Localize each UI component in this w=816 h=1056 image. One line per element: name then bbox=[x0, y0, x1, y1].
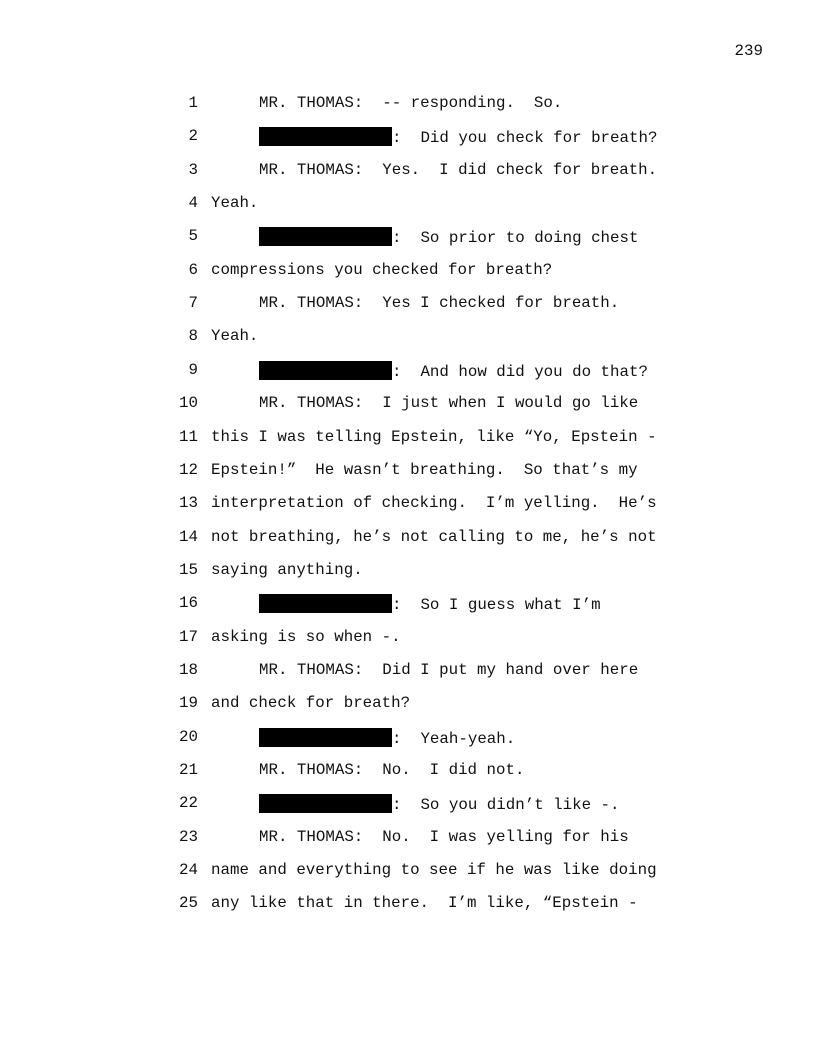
transcript-line bbox=[0, 557, 816, 590]
line-content: MR. THOMAS: Yes I checked for breath. bbox=[259, 294, 620, 313]
line-number: 3 bbox=[188, 160, 198, 179]
transcript-line bbox=[0, 223, 816, 256]
line-number: 25 bbox=[179, 894, 198, 913]
line-text bbox=[259, 394, 638, 412]
line-content: saying anything. bbox=[211, 560, 363, 579]
line-text bbox=[259, 761, 524, 779]
transcript-line bbox=[0, 857, 816, 890]
line-number: 9 bbox=[188, 360, 198, 379]
line-content: this I was telling Epstein, like “Yo, Epstein - bbox=[211, 427, 657, 446]
line-text bbox=[211, 494, 657, 512]
line-number: 7 bbox=[188, 294, 198, 313]
transcript-line bbox=[0, 123, 816, 156]
transcript-line bbox=[0, 490, 816, 523]
redaction-bar bbox=[259, 794, 392, 813]
line-text bbox=[259, 127, 657, 147]
redaction-bar bbox=[259, 127, 392, 146]
line-content: Yeah. bbox=[211, 194, 259, 213]
transcript-line bbox=[0, 290, 816, 323]
redaction-bar bbox=[259, 227, 392, 246]
transcript-line bbox=[0, 590, 816, 623]
line-number: 24 bbox=[179, 861, 198, 880]
line-content: compressions you checked for breath? bbox=[211, 260, 553, 279]
line-text bbox=[259, 661, 638, 679]
line-number: 2 bbox=[188, 127, 198, 146]
transcript-line bbox=[0, 890, 816, 923]
line-text bbox=[211, 694, 410, 712]
line-content: Epstein!” He wasn’t breathing. So that’s my bbox=[211, 460, 638, 479]
line-content: name and everything to see if he was like doing bbox=[211, 861, 657, 880]
transcript-line bbox=[0, 457, 816, 490]
line-text bbox=[211, 628, 401, 646]
line-text bbox=[259, 594, 601, 614]
line-text bbox=[211, 428, 657, 446]
transcript-line bbox=[0, 657, 816, 690]
line-content: : And how did you do that? bbox=[392, 362, 648, 381]
line-text bbox=[259, 828, 629, 846]
line-text bbox=[259, 227, 638, 247]
line-number: 16 bbox=[179, 594, 198, 613]
line-text bbox=[259, 361, 648, 381]
transcript-line bbox=[0, 724, 816, 757]
line-text bbox=[211, 861, 657, 879]
line-content: : So prior to doing chest bbox=[392, 229, 639, 248]
line-number: 17 bbox=[179, 627, 198, 646]
line-content: interpretation of checking. I’m yelling. He’s bbox=[211, 494, 657, 513]
transcript-line bbox=[0, 757, 816, 790]
line-number: 23 bbox=[179, 827, 198, 846]
redaction-bar bbox=[259, 728, 392, 747]
line-number: 5 bbox=[188, 227, 198, 246]
line-number: 15 bbox=[179, 560, 198, 579]
line-number: 21 bbox=[179, 761, 198, 779]
transcript-line bbox=[0, 824, 816, 857]
line-number: 22 bbox=[179, 794, 198, 813]
line-content: : Yeah-yeah. bbox=[392, 729, 516, 748]
line-number: 4 bbox=[188, 194, 198, 213]
line-text bbox=[259, 294, 619, 312]
line-content: not breathing, he’s not calling to me, he’s not bbox=[211, 527, 657, 546]
page-number: 239 bbox=[734, 42, 763, 60]
line-number: 8 bbox=[188, 327, 198, 346]
line-content: any like that in there. I’m like, “Epstein - bbox=[211, 894, 638, 913]
line-text bbox=[259, 94, 562, 112]
line-number: 10 bbox=[179, 394, 198, 413]
line-content: MR. THOMAS: No. I was yelling for his bbox=[259, 827, 629, 846]
line-content: MR. THOMAS: No. I did not. bbox=[259, 761, 525, 779]
line-number: 12 bbox=[179, 460, 198, 479]
line-content: : So I guess what I’m bbox=[392, 596, 601, 615]
line-text bbox=[211, 194, 258, 212]
line-content: MR. THOMAS: Did I put my hand over here bbox=[259, 660, 639, 679]
line-content: asking is so when -. bbox=[211, 627, 401, 646]
redaction-bar bbox=[259, 594, 392, 613]
transcript-line bbox=[0, 190, 816, 223]
line-text bbox=[211, 561, 363, 579]
line-text bbox=[211, 894, 638, 912]
line-number: 13 bbox=[179, 494, 198, 513]
line-content: : Did you check for breath? bbox=[392, 129, 658, 148]
transcript-line bbox=[0, 690, 816, 723]
line-number: 18 bbox=[179, 660, 198, 679]
line-number: 20 bbox=[179, 727, 198, 746]
transcript-line bbox=[0, 790, 816, 823]
line-content: Yeah. bbox=[211, 327, 259, 346]
transcript-line bbox=[0, 524, 816, 557]
transcript-line bbox=[0, 357, 816, 390]
line-number: 1 bbox=[188, 94, 198, 112]
line-text bbox=[211, 327, 258, 345]
redaction-bar bbox=[259, 361, 392, 380]
line-content: MR. THOMAS: I just when I would go like bbox=[259, 394, 639, 413]
line-content: MR. THOMAS: -- responding. So. bbox=[259, 94, 563, 112]
line-text bbox=[211, 261, 552, 279]
line-text bbox=[259, 161, 657, 179]
line-text bbox=[259, 728, 515, 748]
transcript-line bbox=[0, 424, 816, 457]
line-number: 11 bbox=[179, 427, 198, 446]
line-number: 19 bbox=[179, 694, 198, 713]
transcript-line bbox=[0, 323, 816, 356]
line-content: and check for breath? bbox=[211, 694, 411, 713]
line-number: 14 bbox=[179, 527, 198, 546]
transcript-line bbox=[0, 90, 816, 123]
line-content: MR. THOMAS: Yes. I did check for breath. bbox=[259, 160, 658, 179]
line-text bbox=[211, 461, 638, 479]
line-content: : So you didn’t like -. bbox=[392, 796, 620, 815]
transcript-line bbox=[0, 390, 816, 423]
transcript-line bbox=[0, 157, 816, 190]
line-text bbox=[211, 528, 657, 546]
transcript-line bbox=[0, 257, 816, 290]
line-number: 6 bbox=[188, 260, 198, 279]
line-text bbox=[259, 794, 620, 814]
transcript-line bbox=[0, 624, 816, 657]
